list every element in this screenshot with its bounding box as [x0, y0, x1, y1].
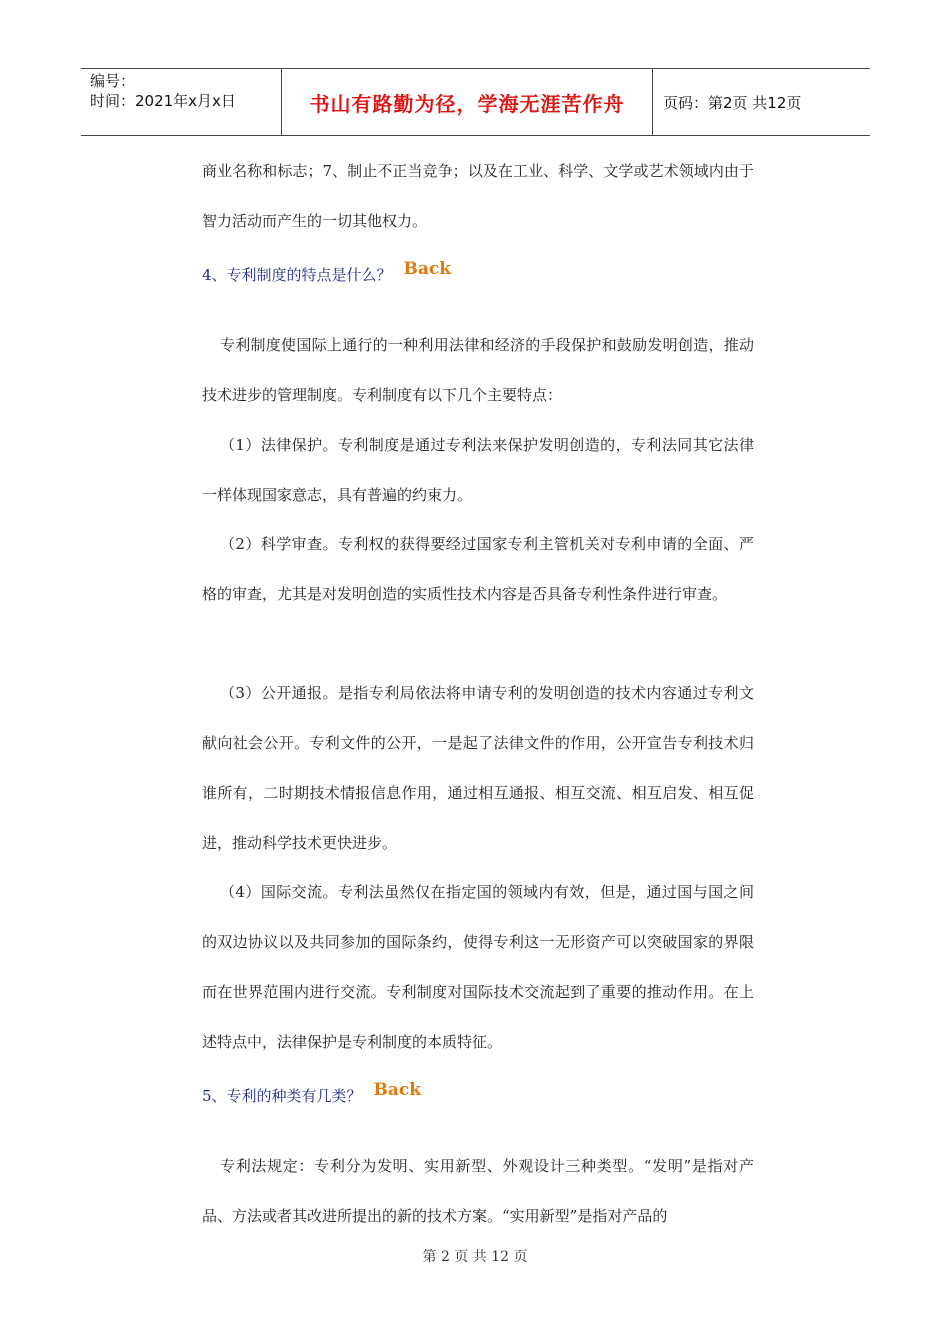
intro-paragraph: 商业名称和标志；7、制止不正当竞争；以及在工业、科学、文学或艺术领域内由于智力活动而产生的一切其他权力。	[202, 162, 754, 230]
q5-paragraph-1: 专利法规定：专利分为发明、实用新型、外观设计三种类型。“发明”是指对产品、方法或者其改进所提出的新的技术方案。“实用新型”是指对产品的	[202, 1157, 754, 1225]
question-4-heading	[202, 259, 452, 285]
document-time-label: 时间：2021年x月x日	[90, 92, 236, 110]
header-motto: 书山有路勤为径，学海无涯苦作舟	[282, 69, 653, 135]
document-number-label: 编号：	[90, 72, 136, 90]
question-5-title: 5、专利的种类有几类？	[202, 1087, 362, 1105]
q4-paragraph-1: 专利制度使国际上通行的一种利用法律和经济的手段保护和鼓励发明创造，推动技术进步的管理制度。专利制度有以下几个主要特点：	[202, 336, 754, 404]
back-link[interactable]: Back	[373, 1080, 422, 1100]
header-page-info: 页码：第2页 共12页	[663, 93, 802, 112]
page-footer: 第 2 页 共 12 页	[422, 1249, 528, 1265]
question-5-heading	[202, 1080, 422, 1106]
page-header	[81, 68, 870, 136]
q4-paragraph-4: （3）公开通报。是指专利局依法将申请专利的发明创造的技术内容通过专利文献向社会公开。专利文件的公开，一是起了法律文件的作用，公开宣告专利技术归谁所有，二时期技术情报信息作用，通过相互通报、相互交流、相互启发、相互促进，推动科学技术更快进步。	[202, 684, 754, 852]
q4-paragraph-2: （1）法律保护。专利制度是通过专利法来保护发明创造的，专利法同其它法律一样体现国家意志，具有普遍的约束力。	[202, 436, 754, 504]
q4-paragraph-5: （4）国际交流。专利法虽然仅在指定国的领域内有效，但是，通过国与国之间的双边协议以及共同参加的国际条约，使得专利这一无形资产可以突破国家的界限而在世界范围内进行交流。专利制度对国际技术交流起到了重要的推动作用。在上述特点中，法律保护是专利制度的本质特征。	[202, 883, 754, 1051]
header-meta	[81, 69, 282, 135]
q4-paragraph-3: （2）科学审查。专利权的获得要经过国家专利主管机关对专利申请的全面、严格的审查，尤其是对发明创造的实质性技术内容是否具备专利性条件进行审查。	[202, 535, 754, 603]
question-4-title: 4、专利制度的特点是什么？	[202, 266, 392, 284]
back-link[interactable]: Back	[403, 259, 452, 279]
